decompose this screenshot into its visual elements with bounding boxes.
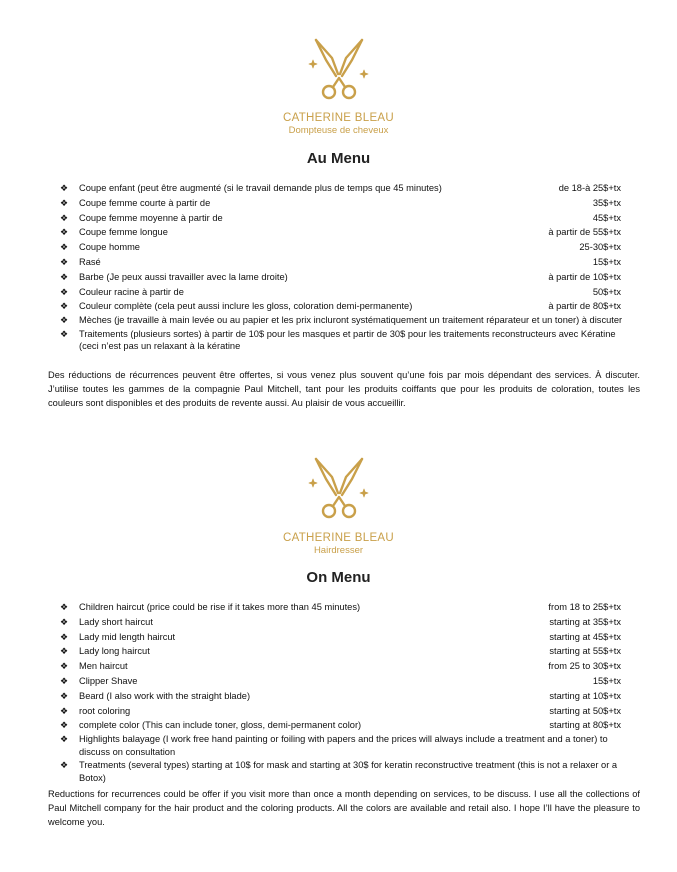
diamond-bullet-icon: ❖ — [60, 271, 69, 282]
menu-description: Des réductions de récurrences peuvent être offertes, si vous venez plus souvent qu’une fois par mois dépendant des services. À discuter. J’utilise toutes les gammes de la compagnie Paul Mitchell, tant pour les produits coiffants que pour les produits de coloration, toutes les couleurs sont disponibles et des produits de revente aussi. Au plaisir de vous accueillir. — [48, 370, 640, 408]
service-price: 15$+tx — [592, 675, 621, 686]
logo — [0, 34, 677, 137]
service-label: Coupe femme courte à partir de — [79, 197, 211, 208]
scissors-icon — [304, 34, 374, 104]
service-label: Rasé — [79, 256, 101, 267]
diamond-bullet-icon: ❖ — [60, 212, 69, 223]
diamond-bullet-icon: ❖ — [60, 197, 69, 208]
service-label: Highlights balayage (I work free hand painting or foiling with papers and the prices will always include a treatment and a toner) to discuss on consultation — [79, 734, 608, 757]
list-item — [0, 689, 677, 704]
service-list — [0, 600, 677, 785]
logo — [0, 453, 677, 557]
service-label: Lady long haircut — [79, 646, 150, 657]
diamond-bullet-icon: ❖ — [60, 301, 69, 312]
service-label: root coloring — [79, 705, 131, 716]
list-item — [0, 196, 677, 211]
service-label: Treatments (several types) starting at 10$ for mask and starting at 30$ for keratin reconstructive treatment (this is not a relaxer or a Botox) — [79, 760, 618, 783]
diamond-bullet-icon: ❖ — [60, 760, 69, 771]
service-label: Lady mid length haircut — [79, 631, 176, 642]
service-price: 25-30$+tx — [579, 242, 621, 253]
diamond-bullet-icon: ❖ — [60, 631, 69, 642]
list-item — [0, 615, 677, 630]
list-item — [0, 600, 677, 615]
list-item — [0, 255, 677, 270]
list-item — [0, 759, 677, 785]
list-item — [0, 704, 677, 719]
service-price: starting at 10$+tx — [549, 690, 621, 701]
menu-title: On Menu — [306, 569, 371, 586]
service-price: à partir de 80$+tx — [548, 301, 621, 312]
service-label: Traitements (plusieurs sortes) à partir de 10$ pour les masques et partir de 30$ pour les traitements reconstructeurs avec Kératine (ceci n’est pas un relaxant à la kératine — [79, 328, 616, 352]
list-item — [0, 299, 677, 314]
service-label: Couleur racine à partir de — [79, 286, 184, 297]
diamond-bullet-icon: ❖ — [60, 602, 69, 612]
service-label: Coupe homme — [79, 242, 140, 253]
service-price: de 18-à 25$+tx — [558, 183, 621, 193]
brand-name: CATHERINE BLEAU — [282, 112, 394, 124]
service-label: Coupe femme moyenne à partir de — [79, 212, 223, 223]
diamond-bullet-icon: ❖ — [60, 661, 69, 672]
diamond-bullet-icon: ❖ — [60, 675, 69, 686]
diamond-bullet-icon: ❖ — [60, 227, 69, 238]
diamond-bullet-icon: ❖ — [60, 690, 69, 701]
service-price: starting at 50$+tx — [549, 705, 621, 716]
service-label: Children haircut (price could be rise if it takes more than 45 minutes) — [79, 602, 361, 612]
diamond-bullet-icon: ❖ — [60, 315, 69, 326]
list-item — [0, 181, 677, 196]
service-price: 35$+tx — [592, 197, 621, 208]
service-label: Beard (I also work with the straight blade) — [79, 690, 251, 701]
diamond-bullet-icon: ❖ — [60, 705, 69, 716]
service-price: starting at 35$+tx — [549, 616, 621, 627]
service-price: starting at 80$+tx — [549, 720, 621, 731]
service-price: 45$+tx — [592, 212, 621, 223]
list-item — [0, 718, 677, 733]
diamond-bullet-icon: ❖ — [60, 242, 69, 253]
list-item — [0, 285, 677, 300]
service-list — [0, 181, 677, 354]
list-item — [0, 314, 677, 328]
service-label: Clipper Shave — [79, 675, 138, 686]
list-item — [0, 240, 677, 255]
service-price: from 25 to 30$+tx — [548, 661, 621, 672]
service-label: Barbe (Je peux aussi travailler avec la lame droite) — [79, 271, 288, 282]
menu-description: Reductions for recurrences could be offer if you visit more than once a month depending on services, to be discuss. I use all the collections of Paul Mitchell company for the hair product and the coloring products. All the colors are available and retail also. I hope I’ll have the pleasure to welcome you. — [48, 789, 640, 827]
service-price: starting at 55$+tx — [549, 646, 621, 657]
diamond-bullet-icon: ❖ — [60, 256, 69, 267]
service-label: Couleur complète (cela peut aussi inclure les gloss, coloration demi-permanente) — [79, 301, 413, 312]
service-label: Coupe femme longue — [79, 227, 168, 238]
diamond-bullet-icon: ❖ — [60, 646, 69, 657]
service-label: Coupe enfant (peut être augmenté (si le travail demande plus de temps que 45 minutes) — [79, 183, 442, 193]
list-item — [0, 225, 677, 240]
service-price: 50$+tx — [592, 286, 621, 297]
brand-tagline: Hairdresser — [313, 545, 364, 556]
service-label: complete color (This can include toner, gloss, demi-permanent color) — [79, 720, 362, 731]
service-label: Lady short haircut — [79, 616, 153, 627]
service-price: from 18 to 25$+tx — [548, 602, 621, 612]
diamond-bullet-icon: ❖ — [60, 328, 69, 339]
menu-title: Au Menu — [306, 150, 371, 167]
scissors-icon — [304, 453, 374, 523]
list-item — [0, 630, 677, 645]
list-item — [0, 270, 677, 285]
brand-tagline: Dompteuse de cheveux — [288, 125, 389, 136]
list-item — [0, 644, 677, 659]
service-price: à partir de 55$+tx — [548, 227, 621, 238]
list-item — [0, 211, 677, 226]
list-item — [0, 674, 677, 689]
diamond-bullet-icon: ❖ — [60, 720, 69, 731]
diamond-bullet-icon: ❖ — [60, 734, 69, 745]
list-item — [0, 733, 677, 759]
service-price: à partir de 10$+tx — [548, 271, 621, 282]
diamond-bullet-icon: ❖ — [60, 616, 69, 627]
service-price: starting at 45$+tx — [549, 631, 621, 642]
service-label: Men haircut — [79, 661, 128, 672]
service-price: 15$+tx — [592, 256, 621, 267]
diamond-bullet-icon: ❖ — [60, 183, 69, 193]
list-item — [0, 659, 677, 674]
list-item — [0, 328, 677, 354]
service-label: Mèches (je travaille à main levée ou au papier et les prix incluront systématiquement un traitement réparateur et un toner) à discuter — [79, 315, 623, 326]
brand-name: CATHERINE BLEAU — [282, 532, 394, 544]
diamond-bullet-icon: ❖ — [60, 286, 69, 297]
